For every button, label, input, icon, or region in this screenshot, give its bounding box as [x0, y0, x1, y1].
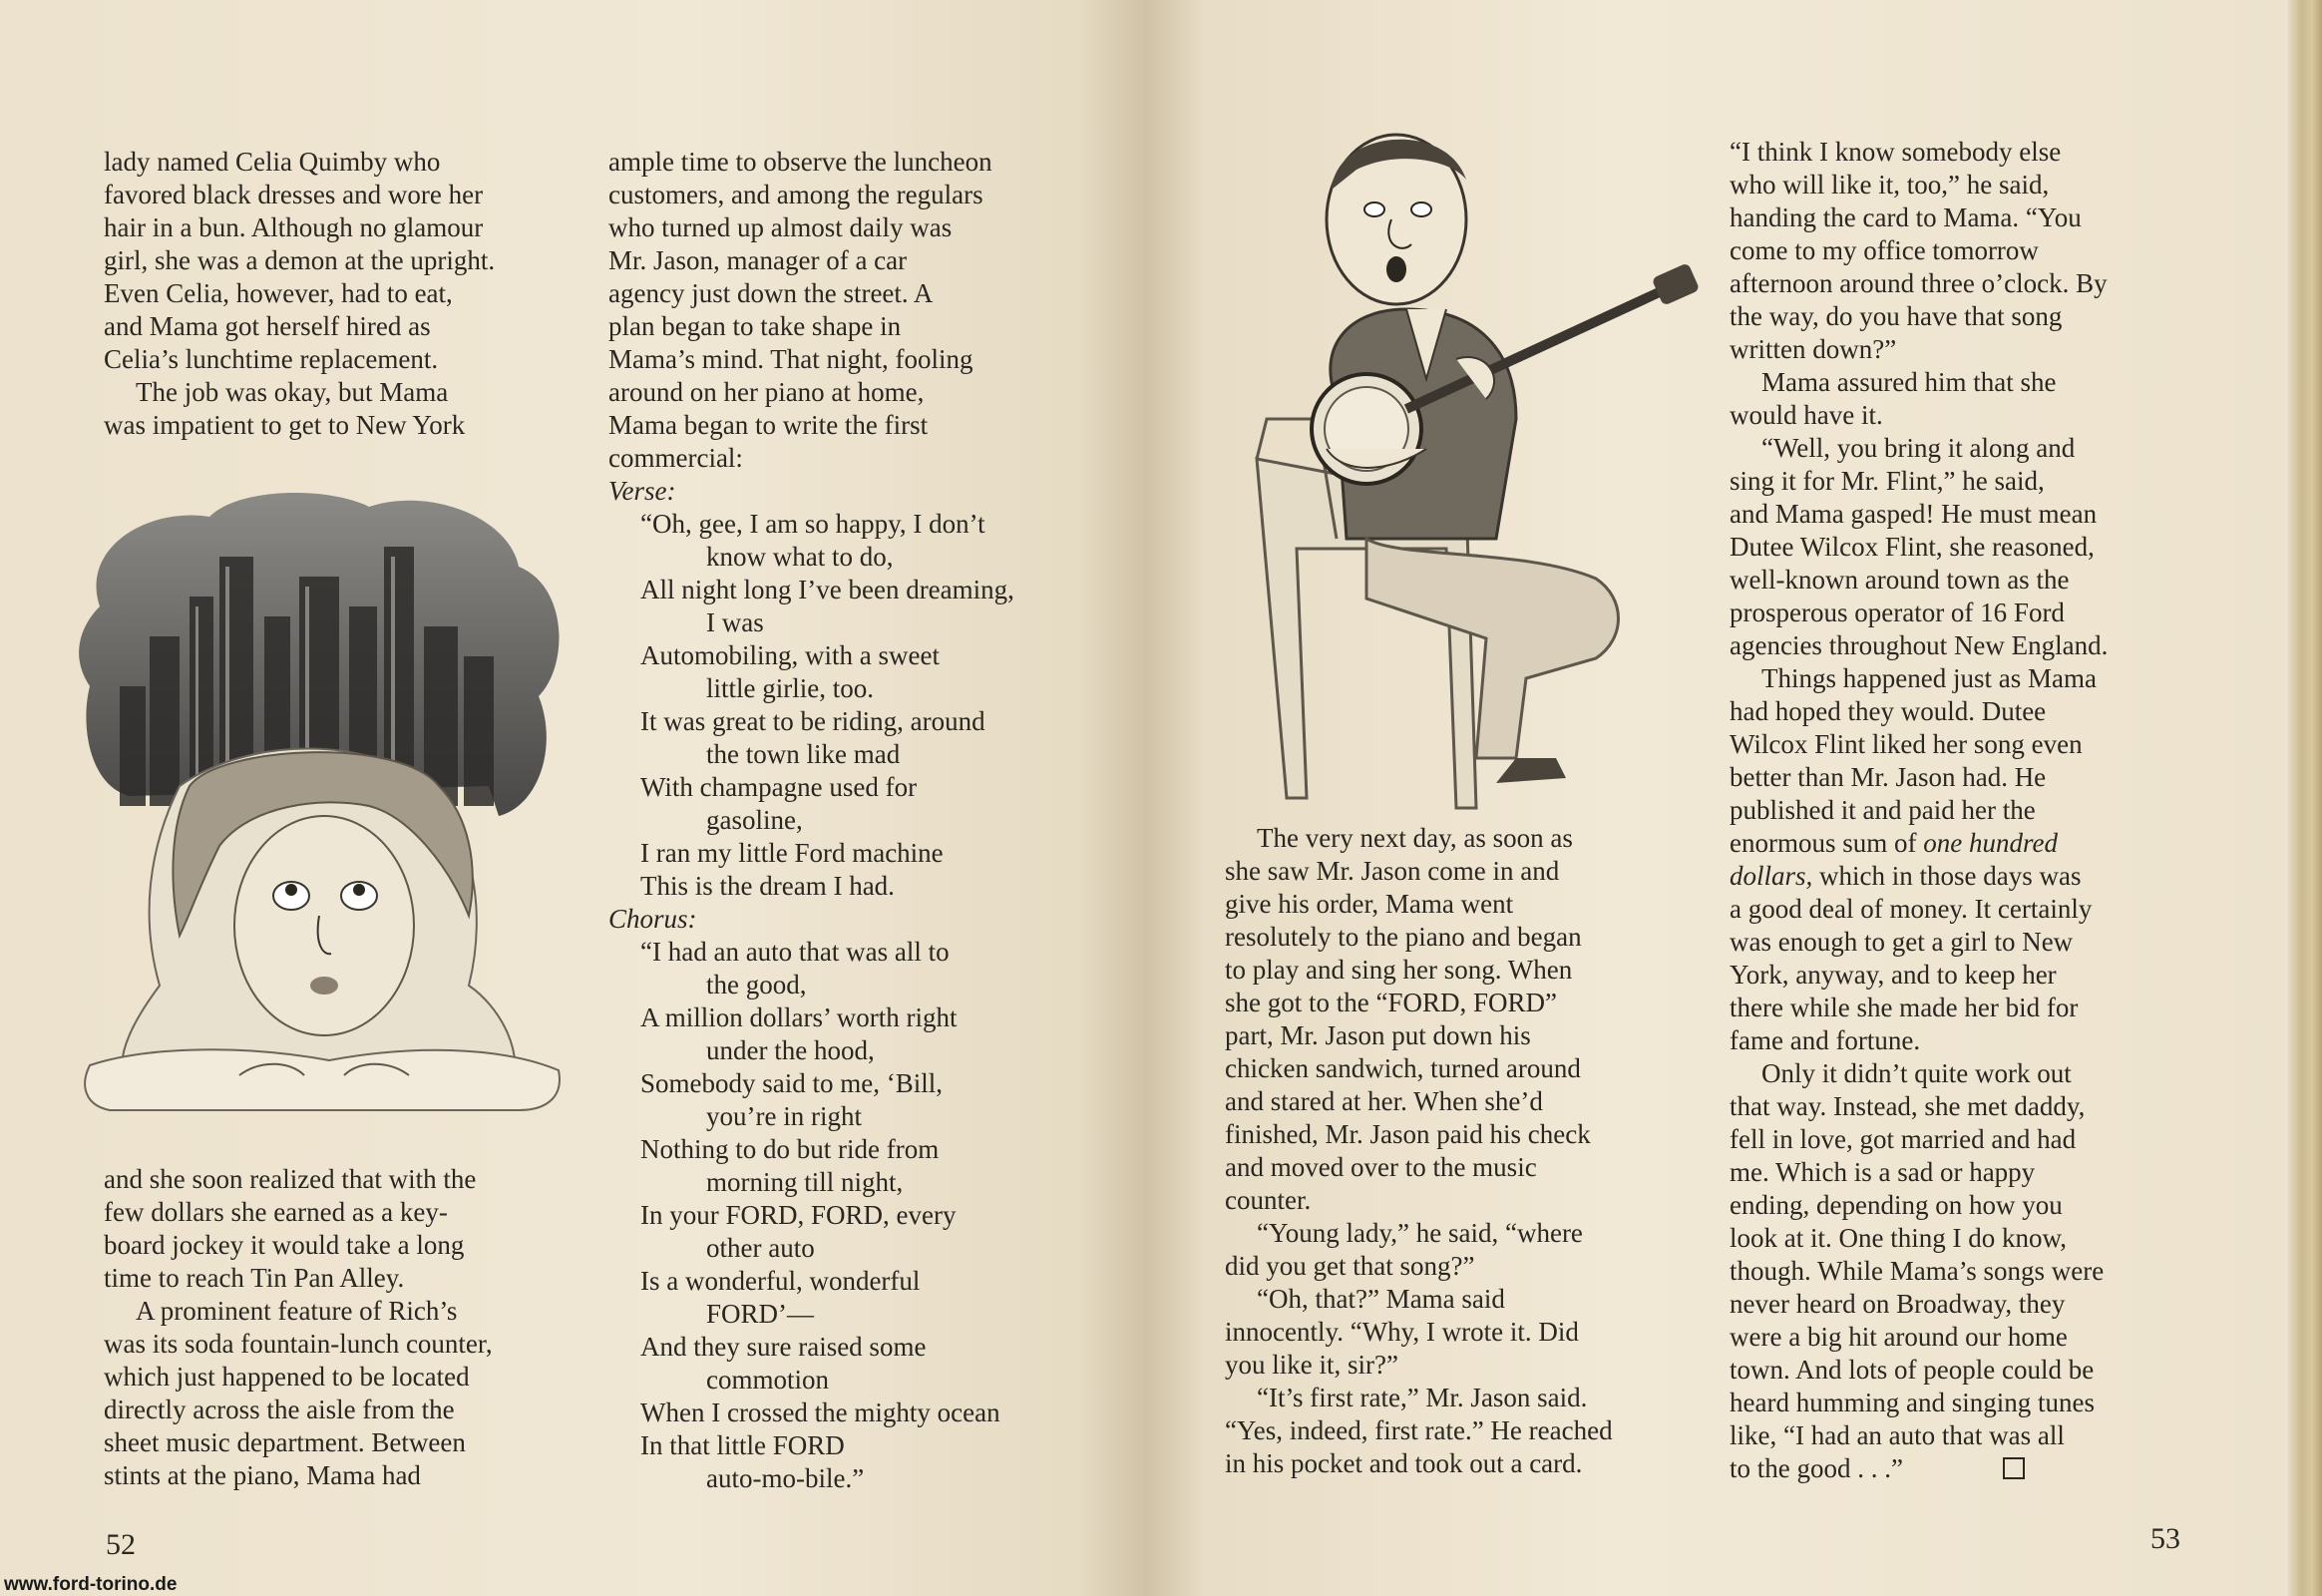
text-line: ample time to observe the luncheon [608, 147, 992, 177]
lyric-continuation: morning till night, [706, 1167, 904, 1197]
lyric-line [608, 1199, 1087, 1265]
paragraph [104, 1295, 573, 1492]
text-line: there while she made her bid for [1730, 993, 2079, 1022]
text-line: A prominent feature of Rich’s [136, 1296, 458, 1326]
text-line: town. And lots of people could be [1730, 1355, 2095, 1385]
text-line: “Yes, indeed, first rate.” He reached [1225, 1415, 1613, 1445]
text-line: look at it. One thing I do know, [1730, 1223, 2067, 1253]
lyric-continuation: under the hood, [706, 1035, 875, 1065]
text-line: commercial: [608, 443, 743, 473]
text-line: a good deal of money. It certainly [1730, 894, 2093, 924]
lyric-text: And they sure raised some [640, 1332, 927, 1362]
paragraph [104, 146, 573, 376]
lyric-line [608, 1265, 1087, 1331]
lyric-text: Nothing to do but ride from [640, 1134, 940, 1164]
text-line: and Mama gasped! He must mean [1730, 499, 2098, 529]
lyric-text: With champagne used for [640, 772, 918, 802]
text-line: had hoped they would. Dutee [1730, 696, 2047, 726]
text-line: “Oh, that?” Mama said [1257, 1284, 1505, 1314]
emphasis: dollars, [1730, 861, 1813, 891]
paragraph [1225, 1382, 1684, 1480]
paragraph [1730, 366, 2208, 432]
text-line: me. Which is a sad or happy [1730, 1157, 2036, 1187]
text-line: girl, she was a demon at the upright. [104, 245, 496, 275]
text-line: innocently. “Why, I wrote it. Did [1225, 1317, 1579, 1347]
lyric-text: In your FORD, FORD, every [640, 1200, 957, 1230]
lyric-line [608, 1396, 1087, 1429]
text-line: counter. [1225, 1185, 1312, 1215]
website-watermark: www.ford-torino.de [4, 1574, 178, 1595]
paragraph [608, 146, 1087, 475]
text-line: and she soon realized that with the [104, 1164, 477, 1194]
lyric-continuation: gasoline, [706, 805, 803, 835]
text-line: agencies throughout New England. [1730, 630, 2109, 660]
lyric-text: It was great to be riding, around [640, 706, 985, 736]
text-line: Mr. Jason, manager of a car [608, 245, 908, 275]
text-line: hair in a bun. Although no glamour [104, 212, 484, 242]
text-line: plan began to take shape in [608, 311, 902, 341]
text-line: and moved over to the music [1225, 1152, 1537, 1182]
lyric-line [608, 1067, 1087, 1133]
text-line: in his pocket and took out a card. [1225, 1448, 1583, 1478]
chorus-label: Chorus: [608, 904, 697, 934]
lyric-continuation: the good, [706, 970, 807, 999]
lyric-text: “I had an auto that was all to [640, 937, 950, 967]
text-line: stints at the piano, Mama had [104, 1460, 421, 1490]
lyric-continuation: I was [706, 607, 764, 637]
text-line: fell in love, got married and had [1730, 1124, 2077, 1154]
lyric-continuation: FORD’— [706, 1299, 815, 1329]
lyric-text: This is the dream I had. [640, 871, 895, 901]
right-page [1147, 0, 2322, 1596]
text-line: she got to the “FORD, FORD” [1225, 988, 1557, 1017]
lyric-text: Somebody said to me, ‘Bill, [640, 1068, 943, 1098]
lyric-line [608, 1429, 1087, 1495]
paragraph [1730, 432, 2208, 662]
lyric-text: “Oh, gee, I am so happy, I don’t [640, 509, 985, 539]
text-line: Only it didn’t quite work out [1761, 1058, 2072, 1088]
text-line: part, Mr. Jason put down his [1225, 1020, 1531, 1050]
text-line: published it and paid her the [1730, 795, 2036, 825]
chorus-lyrics [608, 936, 1087, 1495]
woman-dreaming-illustration [70, 487, 579, 1115]
text-line: were a big hit around our home [1730, 1322, 2068, 1352]
text-line: “Young lady,” he said, “where [1257, 1218, 1583, 1248]
text-line: written down?” [1730, 334, 1897, 364]
text-line: Wilcox Flint liked her song even [1730, 729, 2083, 759]
text-line: and stared at her. When she’d [1225, 1086, 1543, 1116]
left-col2 [608, 146, 1087, 1495]
text-line: to the good . . .” [1730, 1453, 1903, 1483]
text-line: who will like it, too,” he said, [1730, 170, 2050, 200]
text-line: you like it, sir?” [1225, 1350, 1398, 1380]
text-line: Mama began to write the first [608, 410, 929, 440]
text-line: chicken sandwich, turned around [1225, 1053, 1581, 1083]
lyric-line [608, 771, 1087, 837]
lyric-line [608, 1001, 1087, 1067]
text-line: ending, depending on how you [1730, 1190, 2063, 1220]
text-line: that way. Instead, she met daddy, [1730, 1091, 2086, 1121]
lyric-continuation: know what to do, [706, 542, 894, 572]
lyric-continuation: you’re in right [706, 1101, 862, 1131]
left-col1-bottom [104, 1163, 573, 1492]
lyric-text: Automobiling, with a sweet [640, 640, 940, 670]
verse-lyrics [608, 508, 1087, 903]
text-line: around on her piano at home, [608, 377, 925, 407]
paragraph [1225, 1217, 1684, 1283]
verse-label: Verse: [608, 476, 676, 506]
paragraph [1730, 662, 2208, 1057]
text-line: and Mama got herself hired as [104, 311, 431, 341]
paragraph [104, 1163, 573, 1295]
text-line: prosperous operator of 16 Ford [1730, 598, 2065, 627]
text-line: few dollars she earned as a key- [104, 1197, 448, 1227]
text-line: “It’s first rate,” Mr. Jason said. [1257, 1383, 1588, 1412]
text-line: though. While Mama’s songs were [1730, 1256, 2105, 1286]
left-col1-top [104, 146, 573, 442]
lyric-line [608, 508, 1087, 574]
text-line: never heard on Broadway, they [1730, 1289, 2066, 1319]
lyric-line [608, 574, 1087, 639]
text-line: lady named Celia Quimby who [104, 147, 441, 177]
page-edge [2288, 0, 2322, 1596]
banjo-player-illustration [1197, 120, 1805, 818]
paragraph [1730, 1057, 2208, 1485]
text-line: “Well, you bring it along and [1761, 433, 2076, 463]
text-line: well-known around town as the [1730, 565, 2070, 595]
text-line: York, anyway, and to keep her [1730, 960, 2057, 990]
lyric-line [608, 639, 1087, 705]
text-line: heard humming and singing tunes [1730, 1388, 2095, 1417]
text-line: which just happened to be located [104, 1362, 470, 1392]
text-line: Mama assured him that she [1761, 367, 2057, 397]
paragraph [104, 376, 573, 442]
text-line: The very next day, as soon as [1257, 823, 1573, 853]
text-line: sheet music department. Between [104, 1427, 466, 1457]
emphasis: one hundred [1923, 828, 2058, 858]
lyric-text: Is a wonderful, wonderful [640, 1266, 921, 1296]
text-line: was its soda fountain-lunch counter, [104, 1329, 493, 1359]
text-line: to play and sing her song. When [1225, 955, 1573, 985]
text-line: board jockey it would take a long [104, 1230, 465, 1260]
text-line: afternoon around three o’clock. By [1730, 268, 2108, 298]
paragraph [1730, 136, 2208, 366]
text-line: better than Mr. Jason had. He [1730, 762, 2047, 792]
text-line: she saw Mr. Jason come in and [1225, 856, 1560, 886]
text-line: dollars, which in those days was [1730, 861, 2082, 891]
lyric-text: All night long I’ve been dreaming, [640, 575, 1014, 604]
lyric-line [608, 936, 1087, 1001]
lyric-line [608, 870, 1087, 903]
text-line: favored black dresses and wore her [104, 180, 484, 209]
text-line: like, “I had an auto that was all [1730, 1420, 2065, 1450]
lyric-continuation: little girlie, too. [706, 673, 874, 703]
text-line: Things happened just as Mama [1761, 663, 2097, 693]
lyric-text: A million dollars’ worth right [640, 1002, 958, 1032]
text-line: customers, and among the regulars [608, 180, 983, 209]
lyric-text: When I crossed the mighty ocean [640, 1397, 1000, 1427]
text-line: The job was okay, but Mama [136, 377, 449, 407]
text-line: handing the card to Mama. “You [1730, 202, 2082, 232]
lyric-continuation: commotion [706, 1365, 829, 1395]
lyric-text: In that little FORD [640, 1430, 845, 1460]
right-col2 [1730, 136, 2208, 1485]
lyric-line [608, 1331, 1087, 1396]
text-line: did you get that song?” [1225, 1251, 1475, 1281]
paragraph [1225, 1283, 1684, 1382]
text-line: agency just down the street. A [608, 278, 934, 308]
text-line: Celia’s lunchtime replacement. [104, 344, 439, 374]
text-line: Even Celia, however, had to eat, [104, 278, 453, 308]
text-line: who turned up almost daily was [608, 212, 953, 242]
lyric-line [608, 1133, 1087, 1199]
lyric-line [608, 837, 1087, 870]
text-line: enormous sum of one hundred [1730, 828, 2058, 858]
lyric-text: I ran my little Ford machine [640, 838, 944, 868]
end-mark-box [2003, 1457, 2025, 1479]
lyric-line [608, 705, 1087, 771]
text-line: was enough to get a girl to New [1730, 927, 2074, 957]
paragraph [1225, 822, 1684, 1217]
text-line: the way, do you have that song [1730, 301, 2063, 331]
page-number-left: 52 [106, 1528, 136, 1561]
left-page [0, 0, 1147, 1596]
lyric-continuation: auto-mo-bile.” [706, 1463, 865, 1493]
lyric-continuation: the town like mad [706, 739, 901, 769]
text-line: Mama’s mind. That night, fooling [608, 344, 973, 374]
text-line: would have it. [1730, 400, 1883, 430]
text-line: sing it for Mr. Flint,” he said, [1730, 466, 2045, 496]
text-line: give his order, Mama went [1225, 889, 1514, 919]
text-line: time to reach Tin Pan Alley. [104, 1263, 405, 1293]
right-col1 [1225, 822, 1684, 1480]
page-number-right: 53 [2150, 1522, 2180, 1555]
text-line: “I think I know somebody else [1730, 137, 2062, 167]
text-line: fame and fortune. [1730, 1025, 1921, 1055]
text-line: come to my office tomorrow [1730, 235, 2039, 265]
text-line: resolutely to the piano and began [1225, 922, 1582, 952]
text-line: finished, Mr. Jason paid his check [1225, 1119, 1591, 1149]
text-line: Dutee Wilcox Flint, she reasoned, [1730, 532, 2095, 562]
text-line: was impatient to get to New York [104, 410, 466, 440]
text-line: directly across the aisle from the [104, 1395, 455, 1424]
lyric-continuation: other auto [706, 1233, 815, 1263]
